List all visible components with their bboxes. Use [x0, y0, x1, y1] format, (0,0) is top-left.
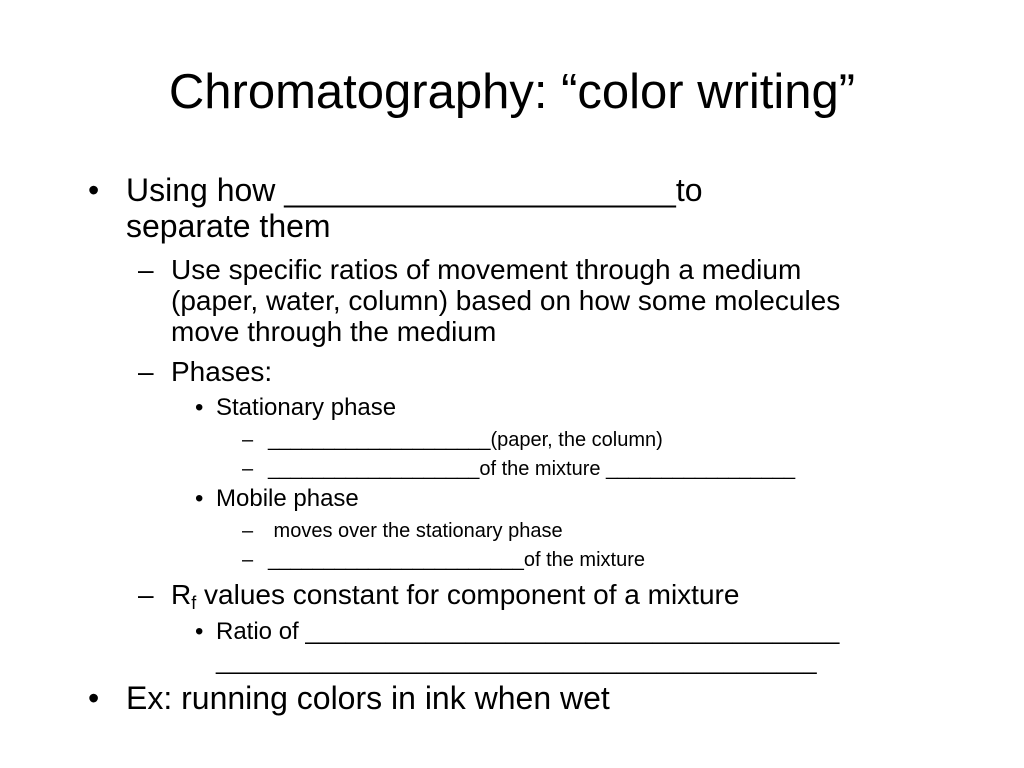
level4-bullet-marker: – — [242, 520, 254, 542]
rf-prefix: R — [171, 579, 192, 610]
sub-bullet-text-line: (paper, water, column) based on how some molecules — [171, 285, 841, 316]
ratio-line: _____________________________________________ — [216, 648, 817, 675]
bullet-text-line: separate them — [126, 208, 331, 244]
sub-bullet-marker: – — [138, 356, 154, 387]
sub-bullet-text-line: move through the medium — [171, 316, 497, 347]
ratio-line: Ratio of ________________________________________ — [216, 618, 840, 645]
sub-bullet-marker: – — [138, 254, 154, 285]
stationary-phase-label: Stationary phase — [216, 394, 397, 421]
level4-bullet-marker: – — [242, 549, 254, 571]
bullet-text-line: Ex: running colors in ink when wet — [126, 680, 610, 716]
bullet-text-line: Using how ______________________to — [126, 172, 703, 208]
bullet-marker: • — [88, 172, 100, 208]
mobile-item: moves over the stationary phase — [268, 520, 563, 542]
mobile-item: _______________________of the mixture — [268, 549, 645, 571]
rf-subscript: f — [191, 593, 197, 613]
sub-bullet-marker: – — [138, 579, 154, 610]
rf-line — [171, 579, 739, 611]
level3-bullet-marker: • — [195, 618, 204, 645]
rf-rest: values constant for component of a mixture — [196, 579, 740, 610]
bullet-marker: • — [88, 680, 100, 716]
mobile-phase-label: Mobile phase — [216, 485, 359, 512]
stationary-item: ____________________(paper, the column) — [268, 429, 663, 451]
level4-bullet-marker: – — [242, 458, 254, 480]
sub-bullet-text-line: Phases: — [171, 356, 273, 387]
level4-bullet-marker: – — [242, 429, 254, 451]
slide-title: Chromatography: “color writing” — [168, 65, 856, 119]
level3-bullet-marker: • — [195, 485, 204, 512]
sub-bullet-text-line: Use specific ratios of movement through a medium — [171, 254, 802, 285]
stationary-item: ___________________of the mixture _________________ — [268, 458, 796, 480]
level3-bullet-marker: • — [195, 394, 204, 421]
